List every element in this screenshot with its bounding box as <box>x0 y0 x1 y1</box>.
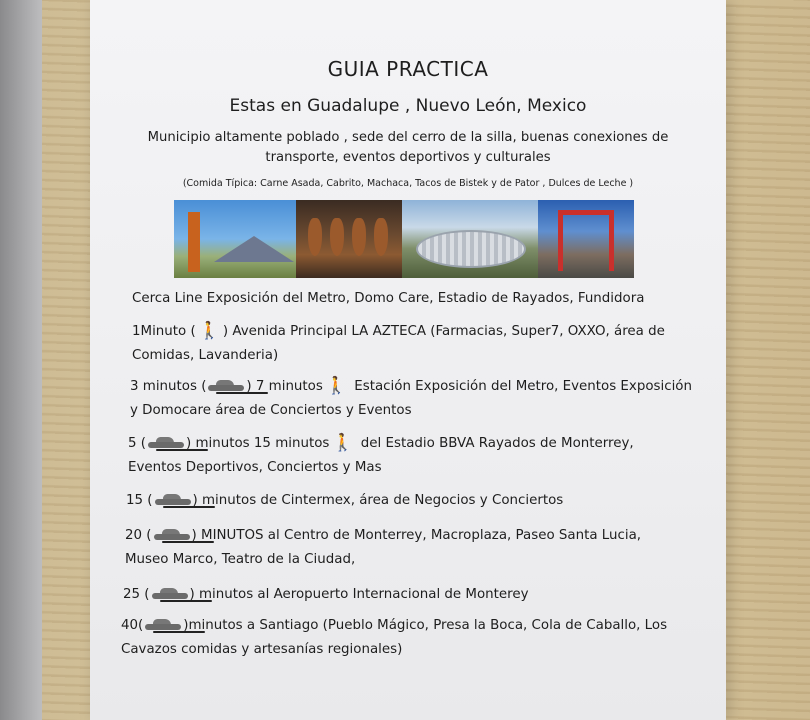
description-line-1: Municipio altamente poblado , sede del cerro de la silla, buenas conexiones de <box>147 130 669 145</box>
item-1-text: ) Avenida Principal LA AZTECA (Farmacias, Super7, OXXO, área de <box>222 324 665 339</box>
printed-guide-sheet <box>90 0 726 720</box>
item-4-time: 15 ( <box>126 493 153 508</box>
photo-stadium <box>402 200 538 278</box>
item-6-line-1 <box>123 583 529 606</box>
car-icon <box>151 588 189 601</box>
meat-shape <box>374 218 388 256</box>
item-1-line-1 <box>132 320 665 343</box>
item-3-text: ) minutos 15 minutos <box>186 436 330 451</box>
item-5-line-2: Museo Marco, Teatro de la Ciudad, <box>125 552 356 567</box>
walking-person-icon: 🚶 <box>325 375 348 396</box>
mountain-shape <box>214 236 294 262</box>
car-icon <box>144 619 182 632</box>
walking-person-icon: 🚶 <box>332 432 354 453</box>
photo-fundidora <box>538 200 634 278</box>
item-1-line-2: Comidas, Lavanderia) <box>132 348 279 363</box>
meat-shape <box>330 218 344 256</box>
item-6-text: ) minutos al Aeropuerto Internacional de Monterey <box>189 587 529 602</box>
guide-subtitle: Estas en Guadalupe , Nuevo León, Mexico <box>229 96 587 116</box>
item-7-line-1 <box>121 614 667 637</box>
guide-description <box>130 128 686 168</box>
item-5-text: ) MINUTOS al Centro de Monterrey, Macroplaza, Paseo Santa Lucia, <box>191 528 642 543</box>
item-1-time: 1Minuto ( <box>132 324 196 339</box>
item-7-text: )minutos a Santiago (Pueblo Mágico, Presa la Boca, Cola de Caballo, Los <box>183 618 668 633</box>
typical-food-note: (Comida Típica: Carne Asada, Cabrito, Machaca, Tacos de Bistek y de Pator , Dulces de Leche ) <box>182 178 634 189</box>
item-2-line-1 <box>130 375 692 398</box>
item-3-time: 5 ( <box>128 436 147 451</box>
item-7-time: 40( <box>121 618 144 633</box>
item-6-time: 25 ( <box>123 587 150 602</box>
item-2-text-rest: Estación Exposición del Metro, Eventos Exposición <box>350 379 692 394</box>
item-2-text: ) 7 minutos <box>246 379 323 394</box>
laptop-edge <box>0 0 42 720</box>
car-icon <box>147 437 185 450</box>
car-icon <box>153 529 191 542</box>
car-icon <box>207 380 245 393</box>
car-icon <box>154 494 192 507</box>
item-3-text-rest: del Estadio BBVA Rayados de Monterrey, <box>356 436 634 451</box>
nearby-line: Cerca Line Exposición del Metro, Domo Care, Estadio de Rayados, Fundidora <box>132 291 645 306</box>
walking-person-icon: 🚶 <box>198 320 220 341</box>
frame-shape <box>558 210 614 271</box>
photo-cabrito-roast <box>296 200 402 278</box>
tower-shape <box>188 212 200 272</box>
item-5-time: 20 ( <box>125 528 152 543</box>
item-3-line-1 <box>128 432 634 455</box>
meat-shape <box>352 218 366 256</box>
meat-shape <box>308 218 322 256</box>
photo-landmark-tower <box>174 200 296 278</box>
item-2-line-2: y Domocare área de Conciertos y Eventos <box>130 403 412 418</box>
guide-title: GUIA PRACTICA <box>327 57 489 81</box>
item-4-line-1 <box>126 489 563 512</box>
photo-strip <box>174 200 634 278</box>
item-2-time: 3 minutos ( <box>130 379 207 394</box>
item-4-text: ) minutos de Cintermex, área de Negocios y Conciertos <box>192 493 564 508</box>
description-line-2: transporte, eventos deportivos y culturales <box>265 150 551 165</box>
item-7-line-2: Cavazos comidas y artesanías regionales) <box>121 642 403 657</box>
stadium-shape <box>416 230 526 268</box>
item-3-line-2: Eventos Deportivos, Conciertos y Mas <box>128 460 382 475</box>
item-5-line-1 <box>125 524 641 547</box>
